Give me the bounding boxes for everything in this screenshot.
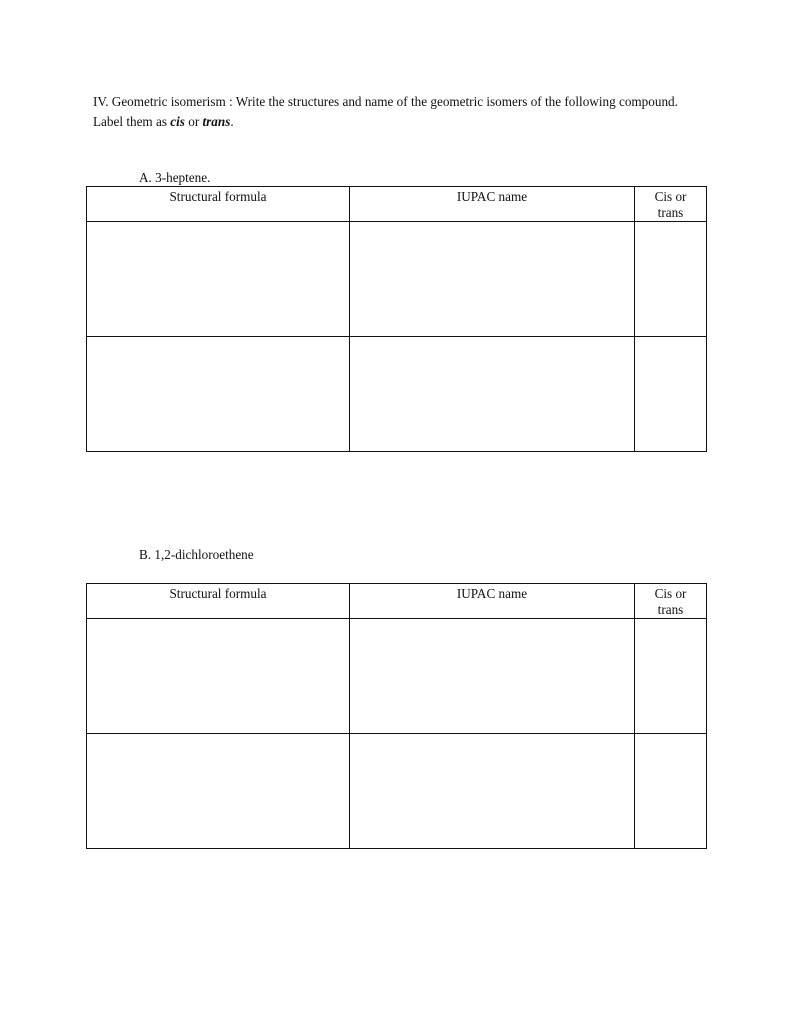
table-row: [87, 619, 707, 734]
section-b-table: [86, 583, 707, 849]
header-iupac-name: IUPAC name: [350, 187, 635, 222]
cis-trans-cell[interactable]: [635, 619, 707, 734]
header-trans-line: trans: [657, 602, 684, 617]
or-text: or: [184, 114, 203, 129]
section-a-label: A. 3-heptene.: [139, 170, 211, 185]
instructions-paragraph: [93, 92, 703, 132]
cis-trans-cell[interactable]: [635, 222, 707, 337]
section-a-table: [86, 186, 707, 452]
table-header-row: [87, 187, 707, 222]
header-iupac-name: IUPAC name: [350, 584, 635, 619]
trans-label: trans: [202, 114, 231, 129]
structural-formula-cell[interactable]: [87, 734, 350, 849]
header-cis-or-line: Cis or: [654, 189, 687, 204]
header-cis-or-line: Cis or: [654, 586, 687, 601]
header-cis-or-trans: [635, 187, 707, 222]
cis-trans-cell[interactable]: [635, 337, 707, 452]
table-row: [87, 734, 707, 849]
iupac-name-cell[interactable]: [350, 222, 635, 337]
iupac-name-cell[interactable]: [350, 337, 635, 452]
header-structural-formula: Structural formula: [87, 584, 350, 619]
header-structural-formula: Structural formula: [87, 187, 350, 222]
table-row: [87, 337, 707, 452]
structural-formula-cell[interactable]: [87, 337, 350, 452]
instructions-text: IV. Geometric isomerism : Write the structures and name of the geometric isomers of the following compound. Label them as: [93, 94, 678, 129]
cis-trans-cell[interactable]: [635, 734, 707, 849]
iupac-name-cell[interactable]: [350, 619, 635, 734]
structural-formula-cell[interactable]: [87, 222, 350, 337]
iupac-name-cell[interactable]: [350, 734, 635, 849]
header-trans-line: trans: [657, 205, 684, 220]
section-b-label: B. 1,2-dichloroethene: [139, 547, 254, 562]
table-header-row: [87, 584, 707, 619]
cis-label: cis: [170, 114, 185, 129]
header-cis-or-trans: [635, 584, 707, 619]
table-row: [87, 222, 707, 337]
period: .: [230, 114, 234, 129]
structural-formula-cell[interactable]: [87, 619, 350, 734]
